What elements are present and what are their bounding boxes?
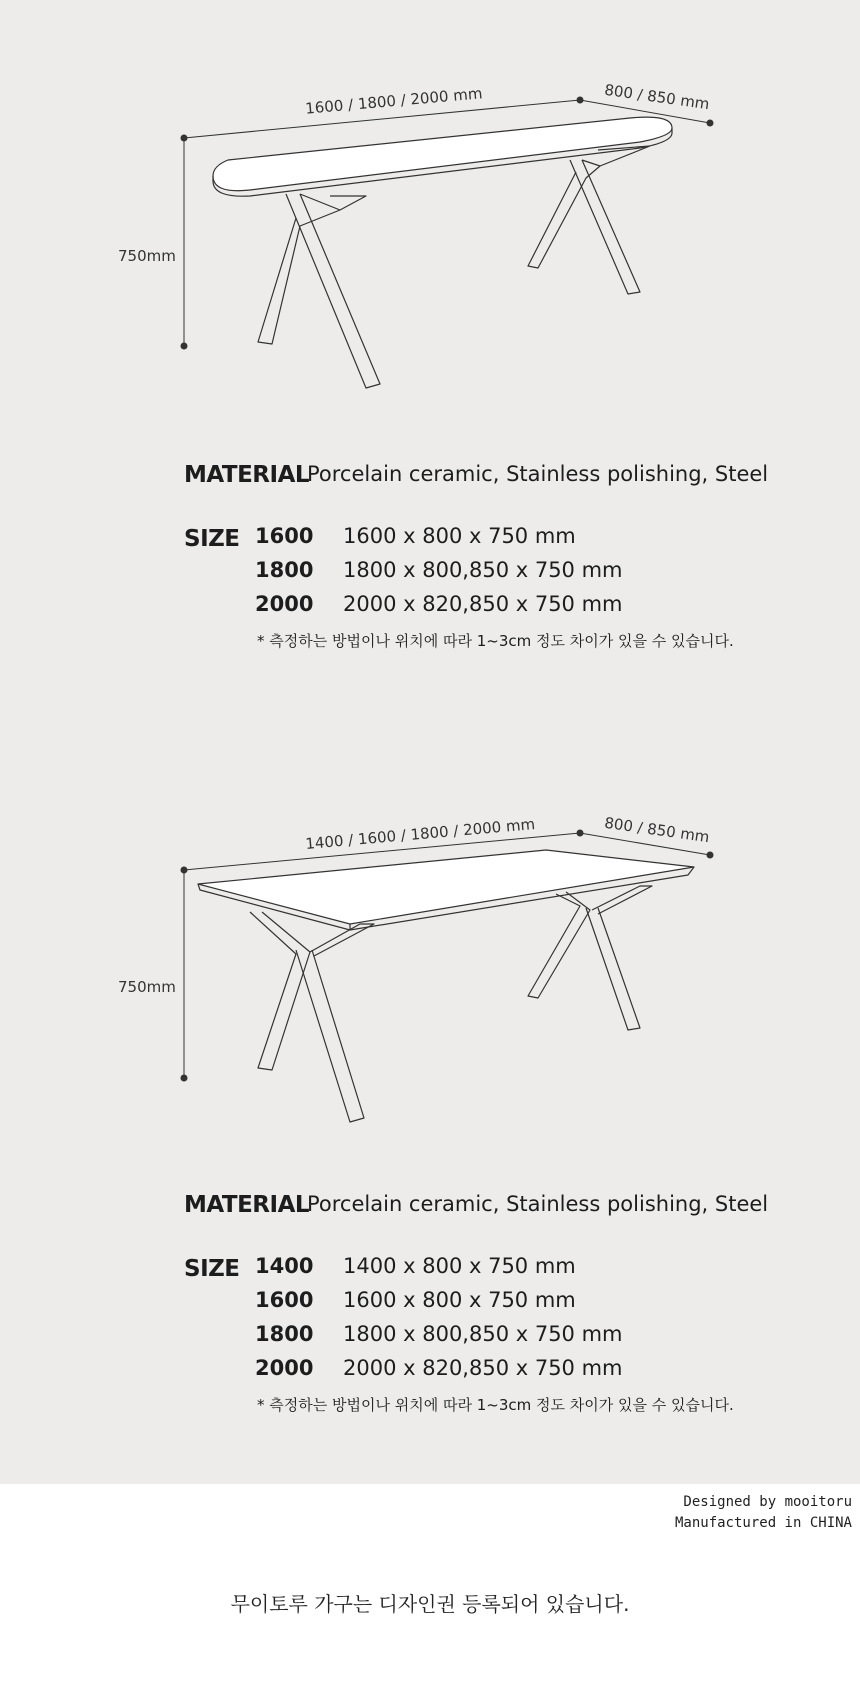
height-dimension-label: 750mm [118, 247, 176, 265]
dim-point [181, 1075, 188, 1082]
designer-credit: Designed by mooitoru [683, 1494, 852, 1510]
size-code: 1600 [255, 524, 314, 548]
height-dimension-label: 750mm [118, 978, 176, 996]
length-dimension-label: 1400 / 1600 / 1800 / 2000 mm [304, 814, 536, 854]
size-code: 1400 [255, 1254, 314, 1278]
material-value: Porcelain ceramic, Stainless polishing, Steel [307, 1192, 769, 1216]
product-rect-table [0, 730, 860, 1430]
rect-table-drawing [0, 730, 860, 1150]
manufacturer-credit: Manufactured in CHINA [674, 1515, 852, 1531]
size-code: 1600 [255, 1288, 314, 1312]
size-dimensions: 2000 x 820,850 x 750 mm [343, 1356, 623, 1380]
size-dimensions: 1800 x 800,850 x 750 mm [343, 558, 623, 582]
dim-point [181, 867, 188, 874]
dim-point [707, 852, 714, 859]
size-label: SIZE [184, 526, 240, 552]
product-oval-table [0, 0, 860, 700]
size-dimensions: 1800 x 800,850 x 750 mm [343, 1322, 623, 1346]
measurement-note: * 측정하는 방법이나 위치에 따라 1~3cm 정도 차이가 있을 수 있습니다. [257, 1396, 734, 1414]
material-value: Porcelain ceramic, Stainless polishing, Steel [307, 462, 769, 486]
measurement-note: * 측정하는 방법이나 위치에 따라 1~3cm 정도 차이가 있을 수 있습니다. [257, 632, 734, 650]
design-registration-notice: 무이토루 가구는 디자인권 등록되어 있습니다. [230, 1592, 630, 1616]
size-code: 2000 [255, 1356, 314, 1380]
dim-point [577, 97, 584, 104]
size-code: 1800 [255, 558, 314, 582]
size-code: 2000 [255, 592, 314, 616]
length-dimension-label: 1600 / 1800 / 2000 mm [304, 84, 484, 118]
material-label: MATERIAL [184, 462, 310, 488]
size-code: 1800 [255, 1322, 314, 1346]
dim-point [181, 135, 188, 142]
size-dimensions: 1600 x 800 x 750 mm [343, 524, 576, 548]
material-label: MATERIAL [184, 1192, 310, 1218]
depth-dimension-label: 800 / 850 mm [603, 813, 711, 847]
oval-table-drawing [0, 0, 860, 420]
dim-point [707, 120, 714, 127]
size-dimensions: 1400 x 800 x 750 mm [343, 1254, 576, 1278]
dim-point [577, 830, 584, 837]
dim-point [181, 343, 188, 350]
size-dimensions: 2000 x 820,850 x 750 mm [343, 592, 623, 616]
size-dimensions: 1600 x 800 x 750 mm [343, 1288, 576, 1312]
size-label: SIZE [184, 1256, 240, 1282]
depth-dimension-label: 800 / 850 mm [603, 80, 711, 114]
